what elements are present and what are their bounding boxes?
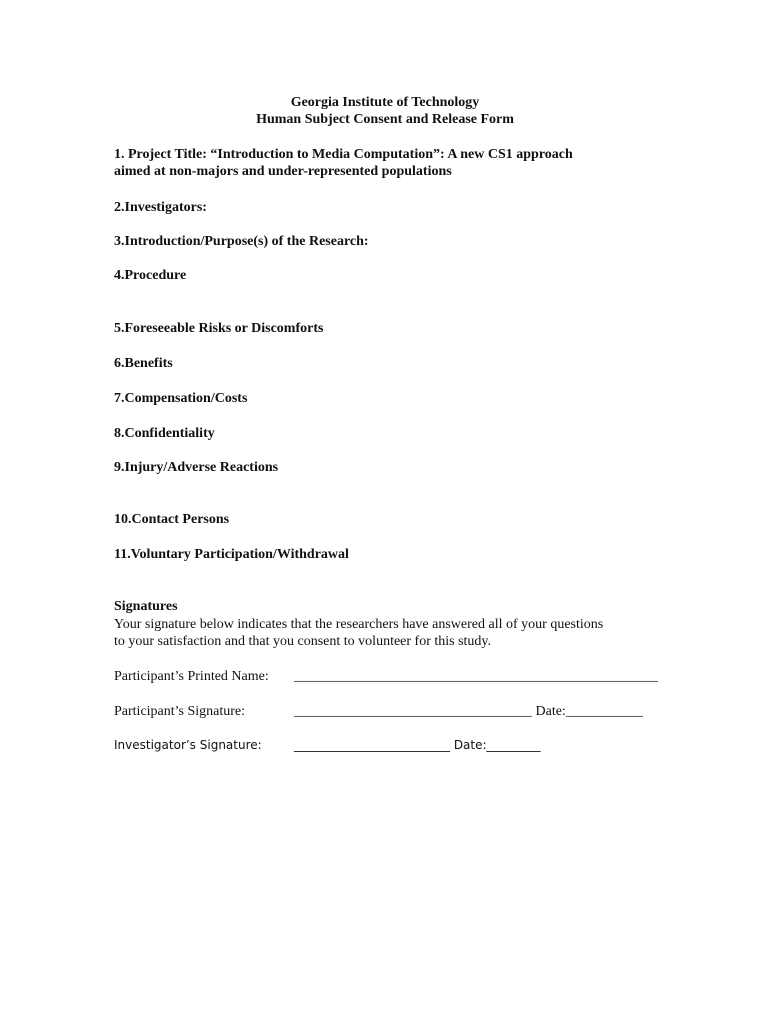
- project-title-line2: aimed at non-majors and under-represented populations: [114, 164, 452, 179]
- section-investigators: 2.Investigators:: [114, 200, 207, 215]
- institution-name: Georgia Institute of Technology: [290, 95, 480, 110]
- investigator-signature-label: Investigator’s Signature:: [114, 738, 262, 752]
- section-confidentiality: 8.Confidentiality: [114, 426, 215, 441]
- section-risks: 5.Foreseeable Risks or Discomforts: [114, 321, 324, 336]
- consent-statement-line2: to your satisfaction and that you consent to volunteer for this study.: [114, 634, 492, 649]
- section-injury: 9.Injury/Adverse Reactions: [114, 460, 279, 475]
- printed-name-label: Participant’s Printed Name:: [114, 669, 269, 684]
- section-compensation: 7.Compensation/Costs: [114, 391, 248, 406]
- project-title-line1: 1. Project Title: “Introduction to Media Computation”: A new CS1 approach: [114, 147, 573, 162]
- section-benefits: 6.Benefits: [114, 356, 173, 371]
- participant-signature-field[interactable]: __________________________________ Date:___________: [294, 704, 643, 719]
- section-voluntary: 11.Voluntary Participation/Withdrawal: [114, 547, 349, 562]
- participant-signature-label: Participant’s Signature:: [114, 704, 246, 719]
- section-procedure: 4.Procedure: [114, 268, 187, 283]
- consent-statement-line1: Your signature below indicates that the researchers have answered all of your questions: [114, 617, 604, 632]
- form-title: Human Subject Consent and Release Form: [256, 112, 514, 127]
- section-contacts: 10.Contact Persons: [114, 512, 230, 527]
- signatures-heading: Signatures: [114, 599, 178, 614]
- printed-name-field[interactable]: ____________________________________________________: [294, 669, 658, 684]
- investigator-signature-field[interactable]: __________________________ Date:_________: [294, 738, 541, 752]
- section-introduction: 3.Introduction/Purpose(s) of the Research:: [114, 234, 369, 249]
